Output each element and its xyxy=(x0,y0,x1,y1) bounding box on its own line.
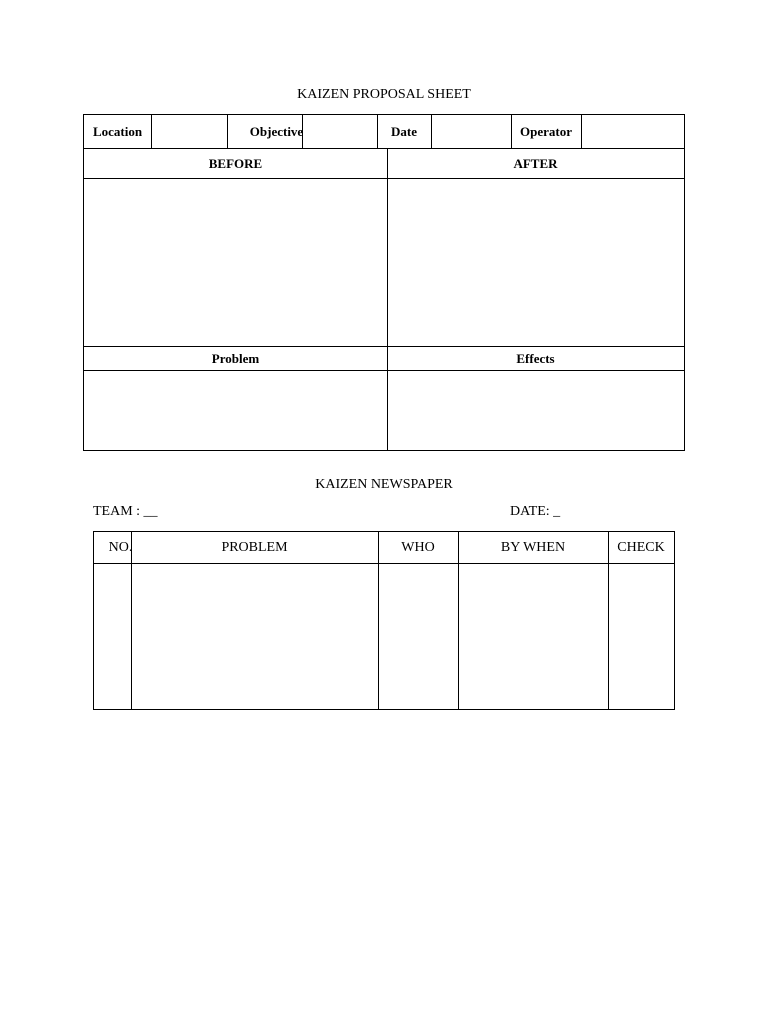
kaizen-proposal-table xyxy=(83,114,685,451)
column-header-problem: PROBLEM xyxy=(221,539,288,555)
date-field[interactable] xyxy=(431,115,511,148)
team-label: TEAM : __ xyxy=(93,504,158,519)
problem-content-area[interactable] xyxy=(84,370,387,450)
objective-field[interactable] xyxy=(302,115,377,148)
column-header-no: NO. xyxy=(108,539,133,555)
after-header: AFTER xyxy=(513,155,558,171)
effects-content-area[interactable] xyxy=(387,370,684,450)
operator-label: Operator xyxy=(520,124,572,139)
kaizen-newspaper-table xyxy=(93,531,675,710)
who-cell[interactable] xyxy=(378,563,458,709)
column-header-by-when: BY WHEN xyxy=(500,539,566,555)
no-cell[interactable] xyxy=(94,563,131,709)
objective-label: Objective xyxy=(249,124,304,139)
column-header-check: CHECK xyxy=(617,539,665,555)
date-label: DATE: _ xyxy=(510,504,561,519)
effects-header: Effects xyxy=(516,350,555,366)
problem-cell[interactable] xyxy=(131,563,378,709)
problem-header: Problem xyxy=(211,350,260,366)
by-when-cell[interactable] xyxy=(458,563,608,709)
proposal-sheet-title: KAIZEN PROPOSAL SHEET xyxy=(297,87,471,102)
date-label: Date xyxy=(391,124,417,139)
newspaper-title: KAIZEN NEWSPAPER xyxy=(315,477,453,492)
location-label: Location xyxy=(92,124,143,139)
after-content-area[interactable] xyxy=(387,178,684,346)
before-header: BEFORE xyxy=(208,155,263,171)
operator-field[interactable] xyxy=(581,115,684,148)
column-header-who: WHO xyxy=(401,539,435,555)
location-field[interactable] xyxy=(151,115,227,148)
before-content-area[interactable] xyxy=(84,178,387,346)
check-cell[interactable] xyxy=(608,563,674,709)
